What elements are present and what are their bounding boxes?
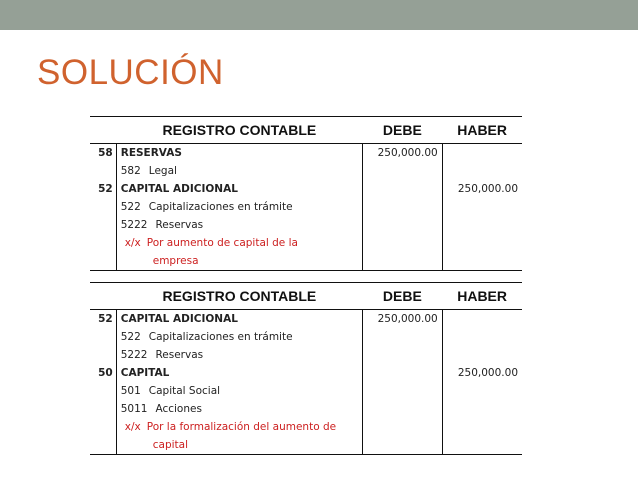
subaccount-code: 5222 — [120, 349, 148, 361]
subaccount-code: 5222 — [120, 219, 148, 231]
gloss-text-continued: capital — [152, 439, 188, 451]
header-registro: REGISTRO CONTABLE — [116, 283, 362, 310]
ledger-table-1 — [90, 116, 522, 271]
gloss-text: Por aumento de capital de la — [146, 237, 298, 249]
subaccount-code: 501 — [120, 385, 141, 397]
account-code — [90, 162, 116, 180]
account-codes-column — [90, 310, 116, 455]
gloss-prefix: x/x — [124, 237, 141, 249]
gloss-text-continued: empresa — [152, 255, 199, 267]
debe-amount: 250,000.00 — [377, 313, 438, 325]
subaccount-code: 582 — [120, 165, 141, 177]
debe-column — [363, 310, 443, 455]
subaccount-name: Capitalizaciones en trámite — [148, 331, 293, 343]
subaccount-line — [117, 328, 362, 346]
account-code — [90, 400, 116, 418]
subaccount-line — [117, 346, 362, 364]
gloss-line — [117, 234, 362, 252]
debe-amount: 250,000.00 — [377, 147, 438, 159]
account-code: 52 — [98, 183, 113, 195]
header-debe: DEBE — [363, 283, 443, 310]
account-codes-column — [90, 144, 116, 271]
account-code — [90, 382, 116, 400]
account-code: 52 — [98, 313, 113, 325]
account-name: CAPITAL ADICIONAL — [120, 183, 238, 195]
ledger-header-row — [90, 117, 522, 144]
account-code: 58 — [98, 147, 113, 159]
gloss-prefix: x/x — [124, 421, 141, 433]
header-debe: DEBE — [363, 117, 443, 144]
haber-column — [442, 144, 522, 271]
account-code — [90, 216, 116, 234]
top-banner — [0, 0, 638, 30]
haber-amount: 250,000.00 — [457, 183, 518, 195]
subaccount-code: 522 — [120, 201, 141, 213]
ledger-table-2 — [90, 282, 522, 455]
header-code-cell — [90, 283, 116, 310]
description-column — [116, 144, 362, 271]
header-haber: HABER — [442, 117, 522, 144]
subaccount-code: 522 — [120, 331, 141, 343]
debe-column — [363, 144, 443, 271]
subaccount-line — [117, 400, 362, 418]
subaccount-line — [117, 216, 362, 234]
subaccount-name: Reservas — [155, 349, 204, 361]
gloss-text: Por la formalización del aumento de — [146, 421, 337, 433]
slide-title: SOLUCIÓN — [37, 53, 224, 92]
subaccount-name: Capital Social — [148, 385, 221, 397]
subaccount-line — [117, 198, 362, 216]
account-code — [90, 346, 116, 364]
account-code: 50 — [98, 367, 113, 379]
ledger-body-row — [90, 144, 522, 271]
ledger-header-row — [90, 283, 522, 310]
subaccount-line — [117, 382, 362, 400]
subaccount-name: Acciones — [155, 403, 202, 415]
haber-column — [442, 310, 522, 455]
account-name: CAPITAL — [120, 367, 170, 379]
ledger-body-row — [90, 310, 522, 455]
account-code — [90, 198, 116, 216]
account-name: RESERVAS — [120, 147, 182, 159]
subaccount-name: Reservas — [155, 219, 204, 231]
account-code — [90, 328, 116, 346]
subaccount-line — [117, 162, 362, 180]
header-code-cell — [90, 117, 116, 144]
header-registro: REGISTRO CONTABLE — [116, 117, 362, 144]
gloss-line — [117, 418, 362, 436]
header-haber: HABER — [442, 283, 522, 310]
haber-amount: 250,000.00 — [457, 367, 518, 379]
subaccount-name: Legal — [148, 165, 177, 177]
subaccount-name: Capitalizaciones en trámite — [148, 201, 293, 213]
description-column — [116, 310, 362, 455]
subaccount-code: 5011 — [120, 403, 148, 415]
account-name: CAPITAL ADICIONAL — [120, 313, 238, 325]
